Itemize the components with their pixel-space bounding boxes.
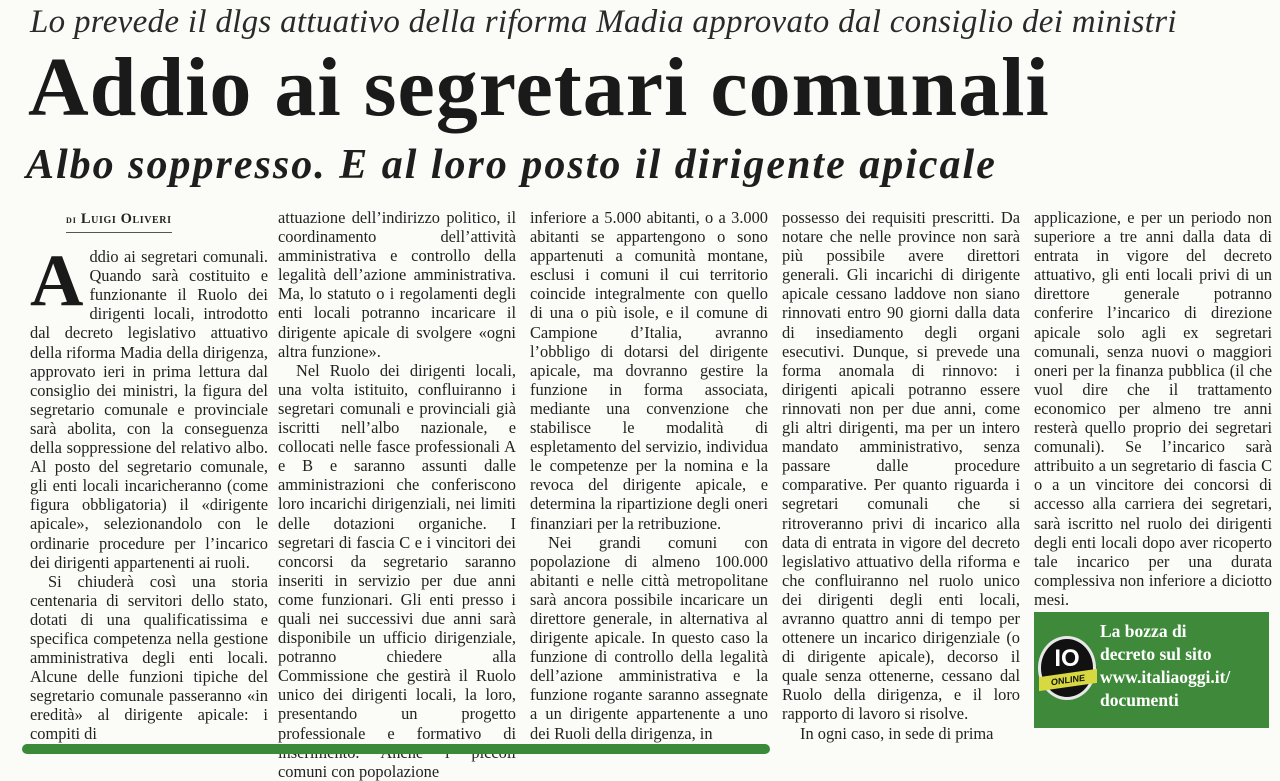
promo-text [1100,620,1260,712]
italiaoggi-online-logo-icon [1038,636,1096,700]
article-paragraph: Si chiuderà così una storia centenaria di servitori dello stato, dotati di una qualificatissima e specifica competenza nella gestione amministrativa degli enti locali. Alcune delle funzioni tipiche del segretario comunale passeranno «in eredità» al dirigente apicale: i compiti di [30,571,268,744]
promo-line: decreto sul sito [1100,644,1212,664]
byline [66,210,172,233]
article-paragraph: attuazione dell’indirizzo politico, il coordinamento dell’attività amministrativa e controllo della legalità dell’azione amministrativa. Ma, lo statuto o i regolamenti degli enti locali potranno incaricare il dirigente apicale di svolgere «ogni altra funzione». [278,208,516,361]
article-paragraph: Nel Ruolo dei dirigenti locali, una volta istituito, confluiranno i segretari comunali e provinciali già iscritti nell’albo nazionale, e collocati nelle fasce professionali A e B e saranno assunti dalle amministrazioni che conferiscono loro incarichi dirigenziali, nei limiti delle dotazioni organiche. I segretari di fascia C e i vincitori dei concorsi da segretario saranno inseriti in servizio per due anni come funzionari. Gli enti presso i quali nei successivi due anni sarà disponibile un ufficio dirigenziale, potranno chiedere alla Commissione che gestirà il Ruolo unico dei dirigenti locali, la loro, presentando un progetto professionale e formativo di comuni con popolazione [278,360,516,781]
logo-number: IO [1054,645,1080,672]
article-paragraph: applicazione, e per un periodo non superiore a tre anni dalla data di entrata in vigore del decreto attuativo, gli enti locali privi di un direttore generale potranno conferire l’incarico di direzione apicale solo agli ex segretari comunali, senza nuovi o maggiori oneri per la finanza pubblica (il che vuol dire che il trattamento economico per almeno tre anni resterà quello proprio dei segretari comunali). Se l’incarico sarà attribuito a un segretario di fascia C o a un vincitore dei concorsi di accesso alla carriera dei segretari, sarà iscritto nel ruolo dei dirigenti degli enti locali dopo aver ricoperto tale incarico per una durata complessiva non inferiore a diciotto mesi. [1034,208,1272,609]
article-paragraph: inferiore a 5.000 abitanti, o a 3.000 abitanti se appartengono o sono appartenuti a comunità montane, esclusi i comuni il cui territorio coincide integralmente con quello di una o più isole, e il comune di Campione d’Italia, avranno l’obbligo di dotarsi del dirigente apicale, ma dovranno gestire la funzione in forma associata, mediante una convenzione che stabilisce le modalità di espletamento del servizio, individua le competenze per la nomina e la revoca del dirigente apicale, e determina la ripartizione degli oneri finanziari per la retribuzione. [530,208,768,533]
drop-cap: A [30,240,84,323]
article-kicker: Lo prevede il dlgs attuativo della riforma Madia approvato dal consiglio dei ministri [30,4,1177,40]
article-subheadline: Albo soppresso. E al loro posto il dirigente apicale [26,142,997,188]
article-paragraph: In ogni caso, in sede di prima [800,723,994,743]
article-column-4 [782,208,1020,743]
promo-line: La bozza di [1100,621,1187,641]
promo-link[interactable]: www.italiaoggi.it/ [1100,667,1231,687]
promo-link[interactable]: documenti [1100,690,1179,710]
article-column-1 [30,208,268,744]
byline-prefix: di [66,214,77,226]
logo-band: ONLINE [1039,669,1097,691]
article-paragraph: possesso dei requisiti prescritti. Da notare che nelle province non sarà più possibile avere direttori generali. Gli incarichi di dirigente apicale cessano laddove non siano rinnovati entro 90 giorni dalla data di insediamento degli organi esecutivi. Dunque, si prevede una forma anomala di rinnovo: i dirigenti apicali potranno essere rinnovati non per due anni, come gli altri dirigenti, ma per un intero mandato amministrativo, senza passare dalle procedure comparative. Per quanto riguarda i segretari comunali che si ritroveranno privi di incarico alla data di entrata in vigore del decreto legislativo attuativo della riforma e che confluiranno nel ruolo unico dei dirigenti degli enti locali, avranno quattro anni di tempo per ottenere un incarico dirigenziale (o di dirigente apicale), decorso il quale senza ottenerne, cessano dal Ruolo della dirigenza, e il loro rapporto di lavoro si risolve. [782,208,1020,724]
bottom-divider-bar [22,744,770,754]
article-column-3 [530,208,768,743]
article-paragraph [30,240,268,572]
paragraph-text: ddio ai segretari comunali. Quando sarà costituito e funzionante il Ruolo dei dirigenti locali, introdotto dal decreto legislativo attuativo della riforma Madia della dirigenza, approvato ieri in prima lettura dal consiglio dei ministri, la figura del segretario comunale e provinciale sarà abolita, con la conseguenza della soppressione del relativo albo. Al posto del segretario comunale, gli enti locali incaricheranno (come figura obbligatoria) il «dirigente apicale», selezionandolo con le ordinarie procedure per l’incarico dei dirigenti appartenenti ai ruoli. [30,247,268,572]
online-promo-box[interactable] [1034,612,1269,728]
byline-author: Luigi Oliveri [80,211,172,227]
article-column-5 [1034,208,1272,609]
article-paragraph: Nei grandi comuni con popolazione di almeno 100.000 abitanti e nelle città metropolitane sarà ancora possibile incaricare un direttore generale, in alternativa al dirigente apicale. In questo caso la funzione di controllo della legalità dell’azione amministrativa e la funzione rogante saranno assegnate a un dirigente appartenente a uno dei Ruoli della dirigenza, in [530,532,768,743]
article-column-2 [278,208,516,781]
article-headline: Addio ai segretari comunali [28,41,1050,134]
